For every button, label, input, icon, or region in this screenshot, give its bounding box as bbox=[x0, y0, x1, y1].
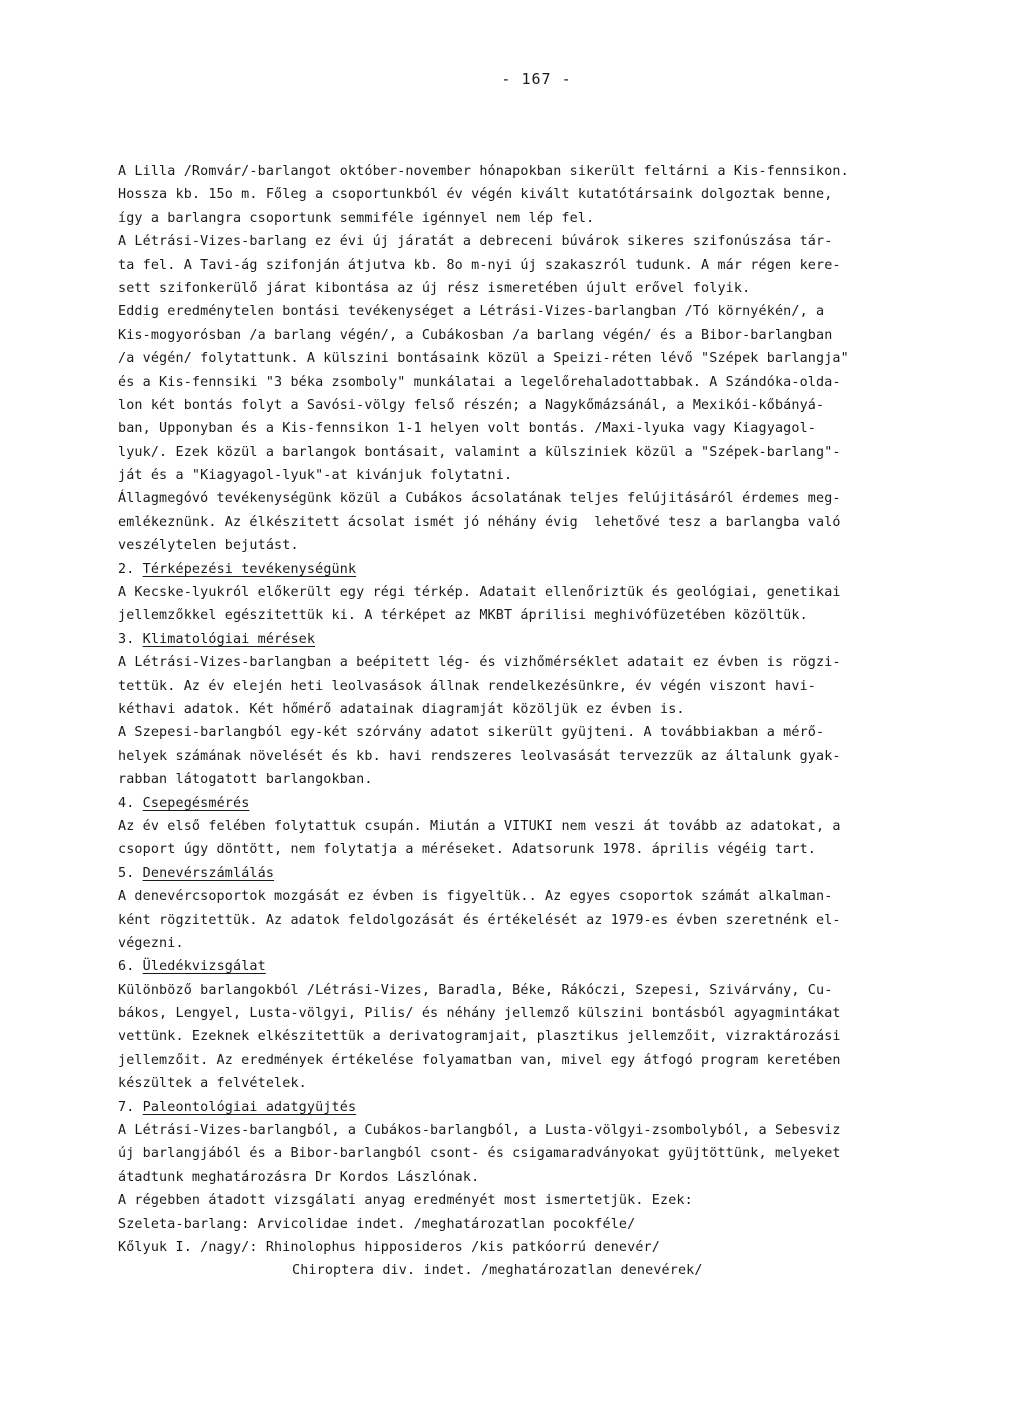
text-line-indented: Chiroptera div. indet. /meghatározatlan denevérek/ bbox=[292, 1263, 703, 1279]
section-title: Paleontológiai adatgyüjtés bbox=[142, 1099, 357, 1115]
text-line: Kőlyuk I. /nagy/: Rhinolophus hipposideros /kis patkóorrú denevér/ bbox=[118, 1239, 660, 1255]
text-line: A denevércsoportok mozgását ez évben is figyeltük.. Az egyes csoportok számát alkalman- bbox=[118, 889, 833, 905]
section-number: 7. bbox=[118, 1099, 135, 1115]
text-line: A Létrási-Vizes-barlangban a beépitett lég- és vizhőmérséklet adatait ez évben is rögzi- bbox=[118, 655, 841, 671]
text-line: új barlangjából és a Bibor-barlangból csont- és csigamaradványokat gyüjtöttünk, melyeket bbox=[118, 1146, 841, 1162]
text-line: lon két bontás folyt a Savósi-völgy felső részén; a Nagykőmázsánál, a Mexikói-kőbányá- bbox=[118, 397, 825, 413]
text-line: Különböző barlangokból /Létrási-Vizes, Baradla, Béke, Rákóczi, Szepesi, Szivárvány, Cu- bbox=[118, 982, 833, 998]
section-bat-count bbox=[118, 862, 978, 956]
page-number: - 167 - bbox=[501, 70, 572, 88]
text-line: /a végén/ folytattunk. A külszini bontásaink közül a Speizi-réten lévő "Szépek barlangja" bbox=[118, 351, 849, 367]
text-line: Az év első felében folytattuk csupán. Miután a VITUKI nem veszi át tovább az adatokat, a bbox=[118, 818, 841, 834]
section-paleontology bbox=[118, 1096, 978, 1283]
text-line: így a barlangra csoportunk semmiféle igénnyel nem lép fel. bbox=[118, 210, 595, 226]
text-line: ját és a "Kiagyagol-lyuk"-at kivánjuk folytatni. bbox=[118, 468, 513, 484]
section-mapping bbox=[118, 558, 978, 628]
section-title: Térképezési tevékenységünk bbox=[142, 561, 357, 577]
text-line: lyuk/. Ezek közül a barlangok bontásait, valamint a külsziniek közül a "Szépek-barlang"- bbox=[118, 444, 841, 460]
text-line: Hossza kb. 15o m. Főleg a csoportunkból év végén kivált kutatótársaink dolgoztak benne, bbox=[118, 187, 833, 203]
section-number: 3. bbox=[118, 631, 135, 647]
section-sediment bbox=[118, 955, 978, 1095]
text-line: A Kecske-lyukról előkerült egy régi térkép. Adatait ellenőriztük és geológiai, genetikai bbox=[118, 585, 841, 601]
section-number: 4. bbox=[118, 795, 135, 811]
text-line: kéthavi adatok. Két hőmérő adatainak diagramját közöljük ez évben is. bbox=[118, 701, 685, 717]
text-line: jellemzőkkel egészitettük ki. A térképet az MKBT áprilisi meghivófüzetében közöltük. bbox=[118, 608, 808, 624]
section-heading bbox=[118, 792, 978, 815]
text-line: jellemzőit. Az eredmények értékelése folyamatban van, mivel egy átfogó program keretében bbox=[118, 1052, 841, 1068]
text-line: helyek számának növelését és kb. havi rendszeres leolvasását tervezzük az általunk gyak- bbox=[118, 748, 841, 764]
text-line: Állagmegóvó tevékenységünk közül a Cubákos ácsolatának teljes felújitásáról érdemes meg- bbox=[118, 491, 841, 507]
text-line: készültek a felvételek. bbox=[118, 1076, 307, 1092]
section-heading bbox=[118, 558, 978, 581]
section-drip-measurement bbox=[118, 792, 978, 862]
paragraph-conservation bbox=[118, 487, 978, 557]
text-line: A Szepesi-barlangból egy-két szórvány adatot sikerült gyüjteni. A továbbiakban a mérő- bbox=[118, 725, 825, 741]
text-line: és a Kis-fennsiki "3 béka zsomboly" munkálatai a legelőrehaladottabbak. A Szándóka-olda- bbox=[118, 374, 841, 390]
text-line: A Lilla /Romvár/-barlangot október-november hónapokban sikerült feltárni a Kis-fennsikon. bbox=[118, 164, 849, 179]
section-title: Üledékvizsgálat bbox=[142, 959, 266, 975]
text-line: végezni. bbox=[118, 935, 184, 951]
text-line: sett szifonkerülő járat kibontása az új rész ismeretében újult erővel folyik. bbox=[118, 280, 751, 296]
text-line: Szeleta-barlang: Arvicolidae indet. /meghatározatlan pocokféle/ bbox=[118, 1216, 636, 1232]
text-line: rabban látogatott barlangokban. bbox=[118, 772, 373, 788]
text-line: ban, Upponyban és a Kis-fennsikon 1-1 helyen volt bontás. /Maxi-lyuka vagy Kiagyagol- bbox=[118, 421, 817, 437]
section-number: 6. bbox=[118, 959, 135, 975]
text-line: Eddig eredménytelen bontási tevékenységet a Létrási-Vizes-barlangban /Tó környékén/, a bbox=[118, 304, 825, 320]
section-title: Denevérszámlálás bbox=[142, 865, 275, 881]
section-heading bbox=[118, 628, 978, 651]
text-line: vettünk. Ezeknek elkészitettük a derivatogramjait, plasztikus jellemzőit, vizraktározási bbox=[118, 1029, 841, 1045]
text-line: veszélytelen bejutást. bbox=[118, 538, 299, 554]
paragraph-lilla-cave bbox=[118, 160, 978, 230]
text-line: átadtunk meghatározásra Dr Kordos Lászlónak. bbox=[118, 1169, 480, 1185]
section-heading bbox=[118, 955, 978, 978]
section-number: 5. bbox=[118, 865, 135, 881]
section-heading bbox=[118, 1096, 978, 1119]
text-line: bákos, Lengyel, Lusta-völgyi, Pilis/ és néhány jellemző külszini bontásból agyagmintákat bbox=[118, 1006, 841, 1022]
text-line: tettük. Az év elején heti leolvasások állnak rendelkezésünkre, év végén viszont havi- bbox=[118, 678, 817, 694]
text-line: A Létrási-Vizes-barlangból, a Cubákos-barlangból, a Lusta-völgyi-zsombolyból, a Sebesviz bbox=[118, 1123, 841, 1139]
section-title: Csepegésmérés bbox=[142, 795, 250, 811]
paragraph-excavations bbox=[118, 300, 978, 487]
text-line: ta fel. A Tavi-ág szifonján átjutva kb. 8o m-nyi új szakaszról tudunk. A már régen kere- bbox=[118, 257, 841, 273]
document-body bbox=[118, 160, 978, 1283]
text-line: ként rögzitettük. Az adatok feldolgozását és értékelését az 1979-es évben szeretnénk el- bbox=[118, 912, 841, 928]
section-climatology bbox=[118, 628, 978, 792]
text-line: csoport úgy döntött, nem folytatja a méréseket. Adatsorunk 1978. április végéig tart. bbox=[118, 842, 817, 858]
paragraph-letrasi-vizes bbox=[118, 230, 978, 300]
text-line: A Létrási-Vizes-barlang ez évi új járatát a debreceni búvárok sikeres szifonúszása tár- bbox=[118, 234, 833, 250]
text-line: Kis-mogyorósban /a barlang végén/, a Cubákosban /a barlang végén/ és a Bibor-barlangban bbox=[118, 327, 833, 343]
text-line: A régebben átadott vizsgálati anyag eredményét most ismertetjük. Ezek: bbox=[118, 1193, 693, 1209]
section-title: Klimatológiai mérések bbox=[142, 631, 316, 647]
text-line: emlékeznünk. Az élkészitett ácsolat ismét jó néhány évig lehetővé tesz a barlangba való bbox=[118, 514, 841, 530]
section-number: 2. bbox=[118, 561, 135, 577]
section-heading bbox=[118, 862, 978, 885]
